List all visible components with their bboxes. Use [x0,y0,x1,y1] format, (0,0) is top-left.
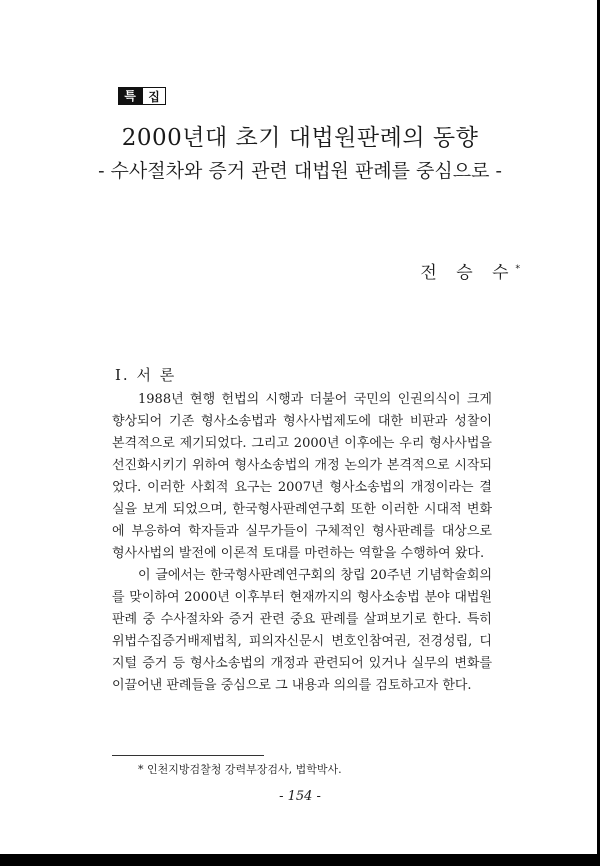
section-heading: Ⅰ. 서 론 [115,366,177,384]
author-name: 전 승 수 [420,263,516,283]
author-line [420,258,520,283]
badge-first-char: 특 [118,87,142,105]
paragraph: 이 글에서는 한국형사판례연구회의 창립 20주년 기념학술회의를 맞이하여 2000년 이후부터 현재까지의 형사소송법 분야 대법원 판례 중 수사절차와 증거 관련 중요 판례를 살펴보기로 한다. 특히 위법수집증거배제법칙, 피의자신문시 변호인참여권, 전경성립, 디지털 증거 등 형사소송법의 개정과 관련되어 있거나 실무의 변화를 이끌어낸 판례들을 중심으로 그 내용과 의의를 검토하고자 한다. [112,568,492,693]
paper-title: 2000년대 초기 대법원판례의 동향 [121,125,479,151]
paper-subtitle: - 수사절차와 증거 관련 대법원 판례를 중심으로 - [98,160,502,182]
author-footnote-mark: * [515,264,520,275]
body-text [112,389,492,697]
page-edge-bottom [0,854,600,866]
special-feature-badge [118,87,166,105]
footnote: * 인천지방검찰청 강력부장검사, 법학박사. [138,763,342,776]
badge-second-char: 집 [142,87,166,105]
paragraph: 1988년 현행 헌법의 시행과 더불어 국민의 인권의식이 크게 향상되어 기존 형사소송법과 형사사법제도에 대한 비판과 성찰이 본격적으로 제기되었다. 그리고 2000년 이후에는 우리 형사사법을 선진화시키기 위하여 형사소송법의 개정 논의가 본격적으로 시작되었다. 이러한 사회적 요구는 2007년 형사소송법의 개정이라는 결실을 보게 되었으며, 한국형사판례연구회 또한 이러한 시대적 변화에 부응하여 학자들과 실무가들이 구체적인 형사판례를 대상으로 형사사법의 발전에 이론적 토대를 마련하는 역할을 수행하여 왔다. [112,392,492,561]
page-number: - 154 - [279,789,321,804]
footnote-divider [112,755,264,756]
